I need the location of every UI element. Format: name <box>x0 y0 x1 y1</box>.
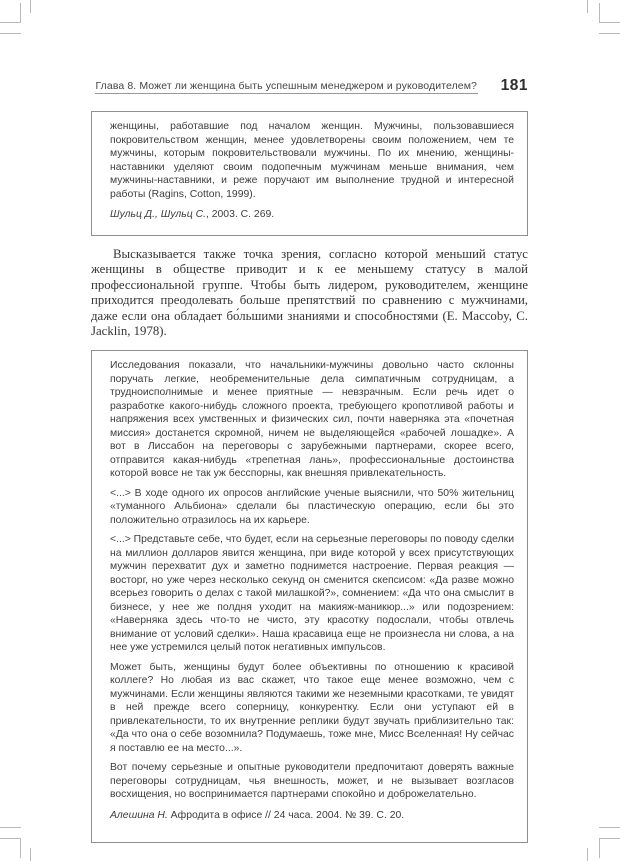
crop-mark-top-left-bracket <box>0 3 21 23</box>
crop-mark-top-left-horizontal <box>0 33 21 34</box>
page-content <box>91 76 528 843</box>
quote-box-1-paragraph: женщины, работавшие под началом женщин. Мужчины, пользовавшиеся покровительством женщин, менее удовлетворены своим положением, чем те мужчины, которым покровительствовали мужчины. По их мнению, женщины-наставники уделяют своим подопечным мужчинам меньше внимания, чем мужчины-наставники, и реже поручают им выполнение трудной и интересной работы (Ragins, Cotton, 1999). <box>110 121 514 200</box>
crop-mark-top-right-horizontal <box>599 33 620 34</box>
crop-mark-bottom-right-horizontal <box>599 827 620 828</box>
quote-box-2 <box>91 350 528 843</box>
quote-box-1-attribution-authors: Шульц Д., Шульц С. <box>110 209 206 220</box>
running-header <box>91 76 528 98</box>
quote-box-2-paragraph-1: Исследования показали, что начальники-мужчины довольно часто склонны поручать легкие, необременительные дела симпатичным сотрудницам, а трудноисполнимые и менее приятные — невзрачным. Если речь идет о разработке какого-нибудь сложного проекта, требующего кропотливой работы и напряжения всех умственных и физических сил, почти наверняка эта «почетная миссия» достанется скромной, ничем не выделяющейся «рабочей лошадке». А вот в Лиссабон на переговоры с зарубежными партнерами, скорее всего, отправится какая-нибудь «трепетная лань», профессиональные достоинства которой вовсе не так уж бесспорны, как внешняя привлекательность. <box>110 360 514 480</box>
quote-box-1-attribution <box>110 208 514 222</box>
quote-box-2-paragraph-3: <...> Представьте себе, что будет, если на серьезные переговоры по поводу сделки на миллион долларов явится женщина, при виде которой у всех присутствующих мужчин перехватит дух и заметно поднимется настроение. Первая реакция — восторг, но уже через несколько секунд он сменится скепсисом: «Да разве можно всерьез говорить о делах с такой милашкой?», сомнением: «Да что она смыслит в бизнесе, у нее же полдня уходит на макияж-маникюр...» или подозрением: «Наверняка здесь что-то не чисто, эту красотку подослали, чтобы отвлечь внимание от условий сделки». Наша красавица еще не произнесла ни слова, а на нее уже устремился целый поток негативных импульсов. <box>110 534 515 654</box>
page-number: 181 <box>500 77 528 94</box>
quote-box-2-paragraph-5: Вот почему серьезные и опытные руководители предпочитают доверять важные переговоры сотрудницам, чья внешность, может, и не вызывает возгласов восхищения, но воспринимается партнерами спокойно и доброжелательно. <box>110 762 514 801</box>
chapter-title: Глава 8. Может ли женщина быть успешным менеджером и руководителем? <box>95 80 477 92</box>
quote-box-1-attribution-source: , 2003. С. 269. <box>205 209 275 220</box>
crop-mark-bottom-left-horizontal <box>0 827 21 828</box>
header-rule <box>95 93 478 94</box>
quote-box-2-paragraph-2: <...> В ходе одного их опросов английские ученые выяснили, что 50% жительниц «туманного Альбиона» сделали бы пластическую операцию, если бы это положительно отразилось на их карьере. <box>110 487 514 526</box>
crop-mark-top-right-bracket <box>599 3 620 23</box>
crop-mark-top-right-vertical <box>587 0 588 13</box>
crop-mark-bottom-right-bracket <box>599 838 620 858</box>
body-paragraph: Высказывается также точка зрения, согласно которой меньший статус женщины в обществе приводит и к ее меньшему статусу в малой профессиональной группе. Чтобы быть лидером, руководителем, женщине приходится преодолевать больше препятствий по сравнению с мужчинами, даже если она обладает бо́льшими знаниями и способностями (E. Maccoby, C. Jacklin, 1978). <box>91 246 528 339</box>
crop-mark-bottom-left-bracket <box>0 838 21 858</box>
quote-box-2-paragraph-4: Может быть, женщины будут более объективны по отношению к красивой коллеге? Но любая из вас скажет, что такое еще менее возможно, чем с мужчинами. Если женщины являются такими же неземными красотками, те увидят в ней прежде всего соперницу, конкурентку. Если они уступают ей в привлекательности, то их внутренние реплики будут звучать приблизительно так: «Да что она о себе возомнила? Подумаешь, тоже мне, Мисс Вселенная! Ну сейчас я поставлю ее на место...». <box>110 661 514 754</box>
crop-mark-top-left-vertical <box>30 0 31 13</box>
quote-box-1 <box>91 111 528 236</box>
quote-box-2-attribution <box>110 809 514 823</box>
crop-mark-bottom-right-vertical <box>587 848 588 861</box>
crop-mark-bottom-left-vertical <box>30 848 31 861</box>
quote-box-2-attribution-authors: Алешина Н. <box>110 809 168 821</box>
quote-box-2-attribution-source: Афродита в офисе // 24 часа. 2004. № 39. С. 20. <box>167 809 405 821</box>
